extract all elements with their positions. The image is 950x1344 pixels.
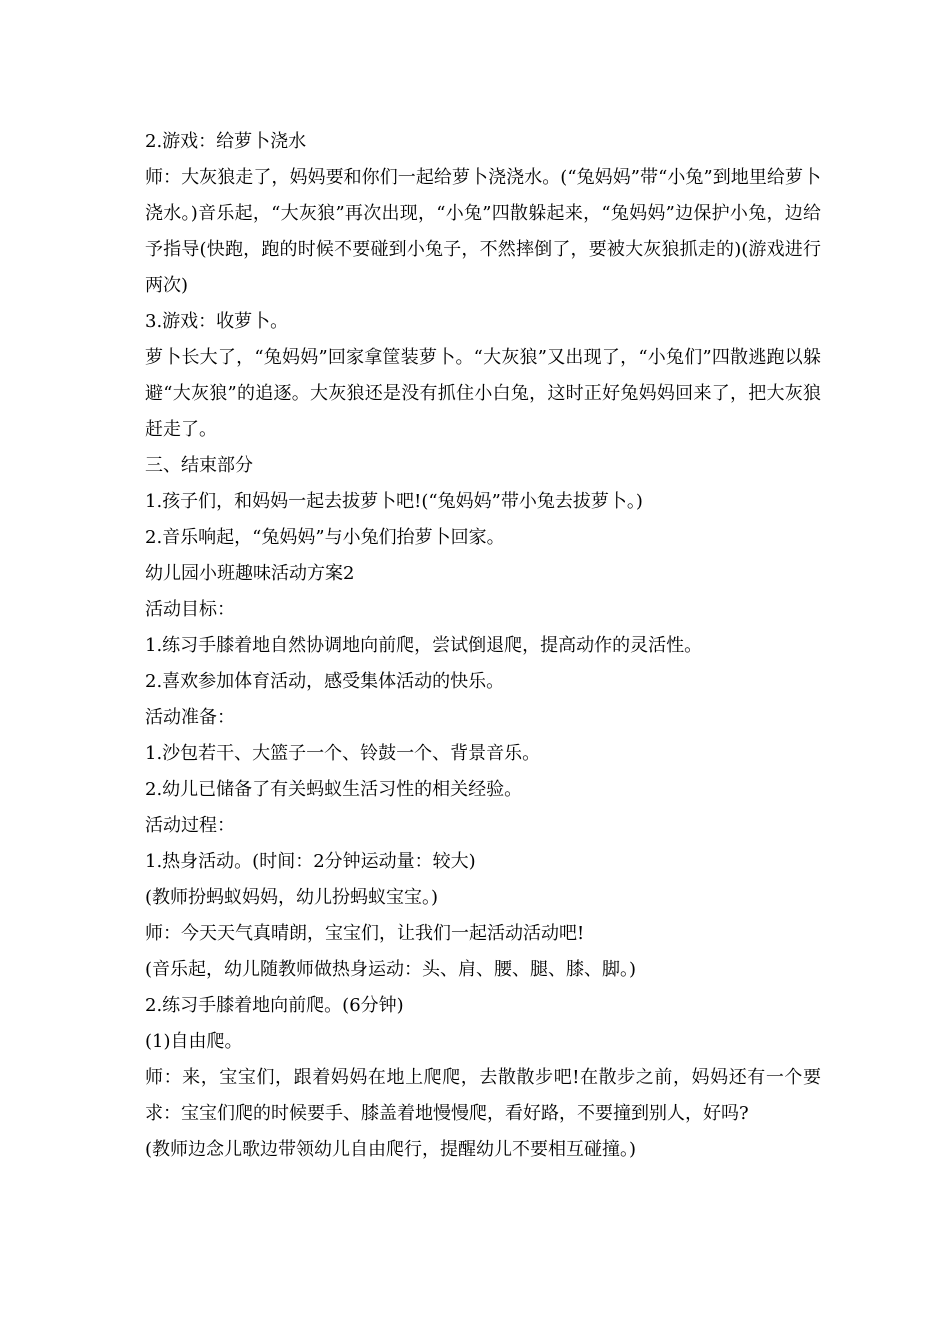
paragraph-harvest-game: 萝卜长大了，“兔妈妈”回家拿筐装萝卜。“大灰狼”又出现了，“小兔们”四散逃跑以躲避“大灰狼”的追逐。大灰狼还是没有抓住小白兔，这时正好兔妈妈回来了，把大灰狼赶走了。 bbox=[145, 347, 821, 440]
preparation-item-2: 2.幼儿已储备了有关蚂蚁生活习性的相关经验。 bbox=[145, 779, 523, 800]
goal-item-2: 2.喜欢参加体育活动，感受集体活动的快乐。 bbox=[145, 671, 505, 692]
plan-title: 幼儿园小班趣味活动方案2 bbox=[145, 563, 355, 584]
process-warmup-music: (音乐起，幼儿随教师做热身运动：头、肩、腰、腿、膝、脚。) bbox=[145, 959, 637, 980]
heading-activity-process: 活动过程： bbox=[145, 815, 235, 836]
process-warmup-teacher-line: 师：今天天气真晴朗，宝宝们，让我们一起活动活动吧! bbox=[145, 923, 585, 944]
paragraph-ending-step-1: 1.孩子们，和妈妈一起去拔萝卜吧!(“兔妈妈”带小兔去拔萝卜。) bbox=[145, 491, 643, 512]
section-heading-watering-game: 2.游戏：给萝卜浇水 bbox=[145, 131, 307, 152]
process-free-crawl: (1)自由爬。 bbox=[145, 1031, 243, 1052]
process-warmup-roles: (教师扮蚂蚁妈妈，幼儿扮蚂蚁宝宝。) bbox=[145, 887, 439, 908]
paragraph-watering-game: 师：大灰狼走了，妈妈要和你们一起给萝卜浇浇水。(“兔妈妈”带“小兔”到地里给萝卜浇水。)音乐起，“大灰狼”再次出现，“小兔”四散躲起来，“兔妈妈”边保护小兔，边给予指导(快跑，跑的时候不要碰到小兔子，不然摔倒了，要被大灰狼抓走的)(游戏进行两次) bbox=[145, 167, 821, 296]
process-step-warmup: 1.热身活动。(时间：2分钟运动量：较大) bbox=[145, 851, 476, 872]
heading-activity-goals: 活动目标： bbox=[145, 599, 235, 620]
process-free-crawl-teacher-line: 师：来，宝宝们，跟着妈妈在地上爬爬，去散散步吧!在散步之前，妈妈还有一个要求：宝宝们爬的时候要手、膝盖着地慢慢爬，看好路，不要撞到别人，好吗? bbox=[145, 1067, 821, 1124]
section-heading-harvest-game: 3.游戏：收萝卜。 bbox=[145, 311, 289, 332]
document-body bbox=[145, 124, 821, 1168]
heading-activity-preparation: 活动准备： bbox=[145, 707, 235, 728]
section-heading-ending: 三、结束部分 bbox=[145, 455, 253, 476]
goal-item-1: 1.练习手膝着地自然协调地向前爬，尝试倒退爬，提高动作的灵活性。 bbox=[145, 635, 703, 656]
paragraph-ending-step-2: 2.音乐响起，“兔妈妈”与小兔们抬萝卜回家。 bbox=[145, 527, 505, 548]
process-step-crawl: 2.练习手膝着地向前爬。(6分钟) bbox=[145, 995, 404, 1016]
preparation-item-1: 1.沙包若干、大篮子一个、铃鼓一个、背景音乐。 bbox=[145, 743, 541, 764]
process-free-crawl-note: (教师边念儿歌边带领幼儿自由爬行，提醒幼儿不要相互碰撞。) bbox=[145, 1139, 637, 1160]
